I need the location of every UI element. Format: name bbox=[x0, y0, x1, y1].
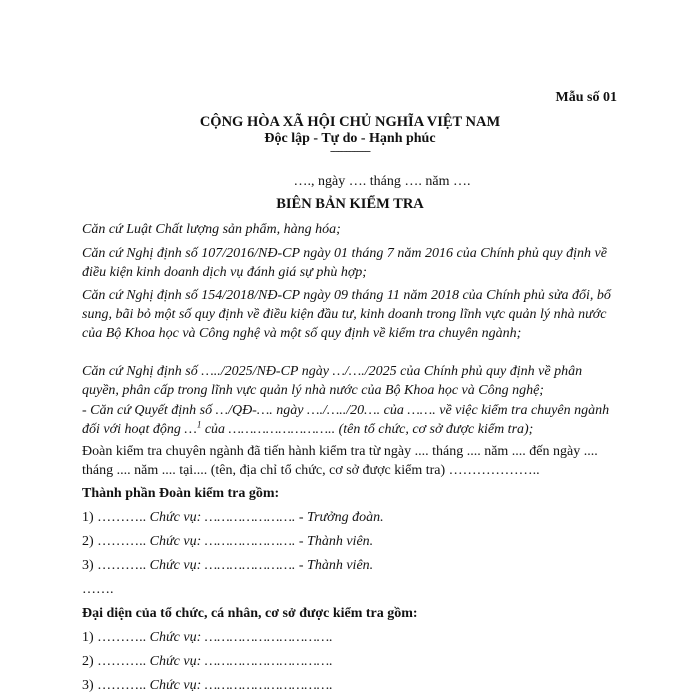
member-role-label: Chức vụ: bbox=[149, 534, 202, 549]
date-line: …., ngày …. tháng …. năm …. bbox=[293, 174, 471, 189]
header-separator: --------------- bbox=[330, 145, 370, 157]
rep-role-label: Chức vụ: bbox=[149, 630, 202, 645]
team-member-row bbox=[82, 532, 622, 551]
member-index: 2) bbox=[82, 534, 94, 549]
basis-law: Căn cứ Luật Chất lượng sản phẩm, hàng hóa; bbox=[82, 222, 341, 237]
basis-decree-2025: Căn cứ Nghị định số …../2025/NĐ-CP ngày …/…./2025 của Chính phủ quy định về phân quyền, phân cấp trong lĩnh vực quản lý nhà nước của Bộ Khoa học và Công nghệ; bbox=[82, 364, 583, 398]
rep-name: ……….. bbox=[97, 654, 147, 669]
basis-decree-107: Căn cứ Nghị định số 107/2016/NĐ-CP ngày 01 tháng 7 năm 2016 của Chính phủ quy định về điều kiện kinh doanh dịch vụ đánh giá sự phù hợp; bbox=[82, 246, 607, 280]
representative-row bbox=[82, 676, 622, 695]
representative-row bbox=[82, 652, 622, 671]
inspection-intro: Đoàn kiểm tra chuyên ngành đã tiến hành kiểm tra từ ngày .... tháng .... năm .... đến ngày .... tháng .... năm .... tại.... (tên, địa chỉ tổ chức, cơ sở được kiểm tra) ……………….. bbox=[82, 444, 598, 478]
rep-role-label: Chức vụ: bbox=[149, 654, 202, 669]
representative-row bbox=[82, 628, 622, 647]
member-role-value: …………………. - Trưởng đoàn. bbox=[204, 510, 384, 525]
rep-role-value: …………………………. bbox=[204, 630, 333, 645]
team-member-row bbox=[82, 556, 622, 575]
decision-text-end: của …………………….. (tên tổ chức, cơ sở được kiểm tra); bbox=[201, 422, 534, 437]
representatives-heading: Đại diện của tổ chức, cá nhân, cơ sở được kiểm tra gồm: bbox=[82, 606, 418, 621]
rep-index: 1) bbox=[82, 630, 94, 645]
footnote-marker[interactable]: 1 bbox=[196, 419, 202, 430]
member-name: ……….. bbox=[97, 534, 147, 549]
decision-text: - Căn cứ Quyết định số …/QĐ-…. ngày …./…../20…. của ……. về việc kiểm tra chuyên ngành đối với hoạt động … bbox=[82, 403, 610, 437]
basis-decision bbox=[82, 401, 622, 439]
member-role-value: …………………. - Thành viên. bbox=[204, 534, 374, 549]
team-heading: Thành phần Đoàn kiểm tra gồm: bbox=[82, 486, 280, 501]
rep-role-value: …………………………. bbox=[204, 654, 333, 669]
motto: Độc lập - Tự do - Hạnh phúc bbox=[264, 131, 436, 146]
form-number: Mẫu số 01 bbox=[555, 90, 617, 105]
member-name: ……….. bbox=[97, 510, 147, 525]
member-index: 1) bbox=[82, 510, 94, 525]
basis-decree-154: Căn cứ Nghị định số 154/2018/NĐ-CP ngày 09 tháng 11 năm 2018 của Chính phủ sửa đổi, bổ sung, bãi bỏ một số quy định về điều kiện đầu tư, kinh doanh trong lĩnh vực quản lý nhà nước của Bộ Khoa học và Công nghệ và một số quy định về kiểm tra chuyên ngành; bbox=[82, 288, 611, 341]
rep-index: 2) bbox=[82, 654, 94, 669]
rep-name: ……….. bbox=[97, 678, 147, 693]
rep-role-label: Chức vụ: bbox=[149, 678, 202, 693]
team-more: ……. bbox=[82, 582, 114, 597]
document-title: BIÊN BẢN KIỂM TRA bbox=[276, 196, 424, 212]
team-member-row bbox=[82, 508, 622, 527]
member-role-label: Chức vụ: bbox=[149, 558, 202, 573]
nation-title: CỘNG HÒA XÃ HỘI CHỦ NGHĨA VIỆT NAM bbox=[199, 114, 501, 130]
member-role-value: …………………. - Thành viên. bbox=[204, 558, 374, 573]
member-name: ……….. bbox=[97, 558, 147, 573]
rep-name: ……….. bbox=[97, 630, 147, 645]
rep-index: 3) bbox=[82, 678, 94, 693]
rep-role-value: …………………………. bbox=[204, 678, 333, 693]
member-role-label: Chức vụ: bbox=[149, 510, 202, 525]
member-index: 3) bbox=[82, 558, 94, 573]
